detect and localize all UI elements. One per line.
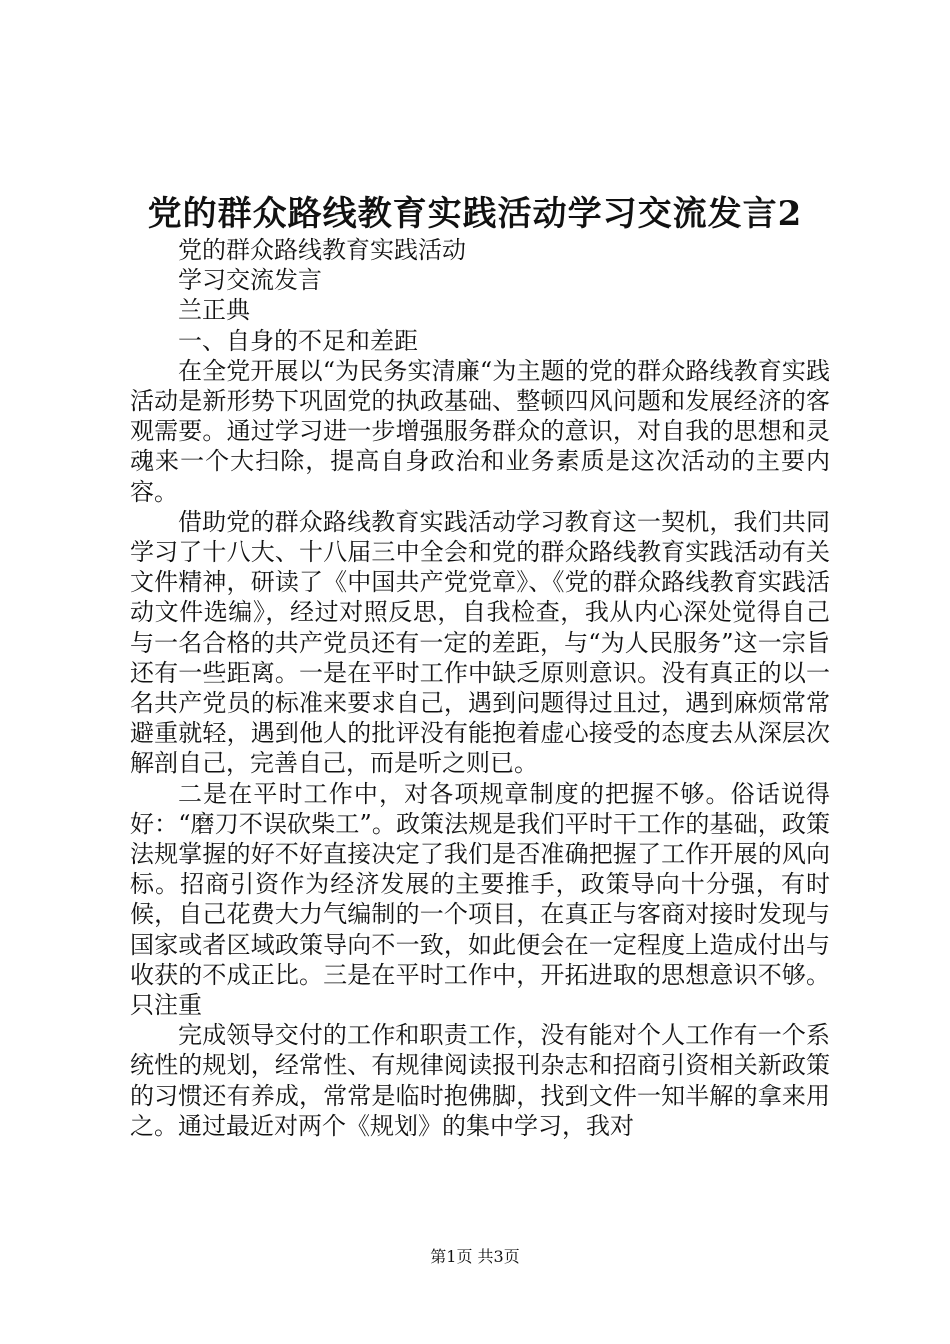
page-footer: 第1页 共3页: [430, 1247, 520, 1266]
subtitle-line-1: 党的群众路线教育实践活动: [178, 236, 466, 264]
subtitle-line-2: 学习交流发言: [178, 266, 322, 295]
document-body: [130, 235, 830, 1141]
author-name: 兰正典: [178, 296, 250, 325]
body-paragraph: 在全党开展以“为民务实清廉“为主题的党的群众路线教育实践活动是新形势下巩固党的执政基础、整顿四风问题和发展经济的客观需要。通过学习进一步增强服务群众的意识，对自我的思想和灵魂来一个大扫除，提高自身政治和业务素质是这次活动的主要内容。: [130, 356, 830, 506]
document-title: 党的群众路线教育实践活动学习交流发言2: [147, 194, 803, 234]
section-heading: 一、自身的不足和差距: [178, 326, 418, 355]
body-paragraph: 借助党的群众路线教育实践活动学习教育这一契机，我们共同学习了十八大、十八届三中全会和党的群众路线教育实践活动有关文件精神，研读了《中国共产党党章》、《党的群众路线教育实践活动文件选编》，经过对照反思，自我检查，我从内心深处觉得自己与一名合格的共产党员还有一定的差距，与“为人民服务”这一宗旨还有一些距离。一是在平时工作中缺乏原则意识。没有真正的以一名共产党员的标准来要求自己，遇到问题得过且过，遇到麻烦常常避重就轻，遇到他人的批评没有能抱着虚心接受的态度去从深层次解剖自己，完善自己，而是听之则已。: [130, 507, 830, 778]
body-paragraph: 完成领导交付的工作和职责工作，没有能对个人工作有一个系统性的规划，经常性、有规律阅读报刊杂志和招商引资相关新政策的习惯还有养成，常常是临时抱佛脚，找到文件一知半解的拿来用之。通过最近对两个《规划》的集中学习，我对: [130, 1021, 830, 1140]
body-paragraph: 二是在平时工作中，对各项规章制度的把握不够。俗话说得好：“磨刀不误砍柴工”。政策法规是我们平时干工作的基础，政策法规掌握的好不好直接决定了我们是否准确把握了工作开展的风向标。招商引资作为经济发展的主要推手，政策导向十分强，有时候，自己花费大力气编制的一个项目，在真正与客商对接时发现与国家或者区域政策导向不一致，如此便会在一定程度上造成付出与收获的不成正比。三是在平时工作中，开拓进取的思想意识不够。只注重: [130, 779, 830, 1020]
